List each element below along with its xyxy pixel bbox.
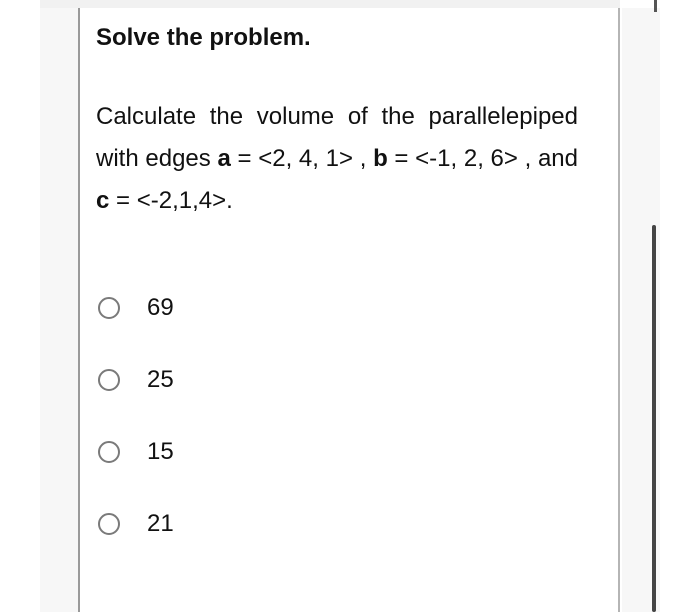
radio-button-icon[interactable]	[98, 369, 120, 391]
answer-option-label: 69	[147, 294, 174, 321]
radio-button-icon[interactable]	[98, 513, 120, 535]
answer-options	[98, 292, 398, 580]
prompt-text-4: = <-2,1,4>.	[109, 187, 233, 214]
answer-option-3[interactable]	[98, 436, 398, 468]
radio-button-icon[interactable]	[98, 441, 120, 463]
question-card	[78, 8, 620, 612]
answer-option-2[interactable]	[98, 364, 398, 396]
answer-option-1[interactable]	[98, 292, 398, 324]
top-divider	[40, 0, 620, 8]
left-gutter	[40, 8, 78, 612]
top-edge-marker	[654, 0, 657, 12]
prompt-text-1: Calculate the volume of the parallelepiped with edges	[96, 103, 578, 172]
answer-option-label: 15	[147, 438, 174, 465]
answer-option-label: 25	[147, 366, 174, 393]
vector-b-label: b	[373, 145, 388, 172]
answer-option-4[interactable]	[98, 508, 398, 540]
prompt-text-3: = <-1, 2, 6> , and	[387, 145, 579, 172]
question-prompt	[96, 96, 578, 222]
scrollbar-thumb[interactable]	[652, 225, 656, 612]
answer-option-label: 21	[147, 510, 174, 537]
radio-button-icon[interactable]	[98, 297, 120, 319]
vector-c-label: c	[96, 187, 110, 214]
vector-a-label: a	[217, 145, 231, 172]
prompt-text-2: = <2, 4, 1> ,	[230, 145, 374, 172]
question-title: Solve the problem.	[96, 24, 311, 51]
